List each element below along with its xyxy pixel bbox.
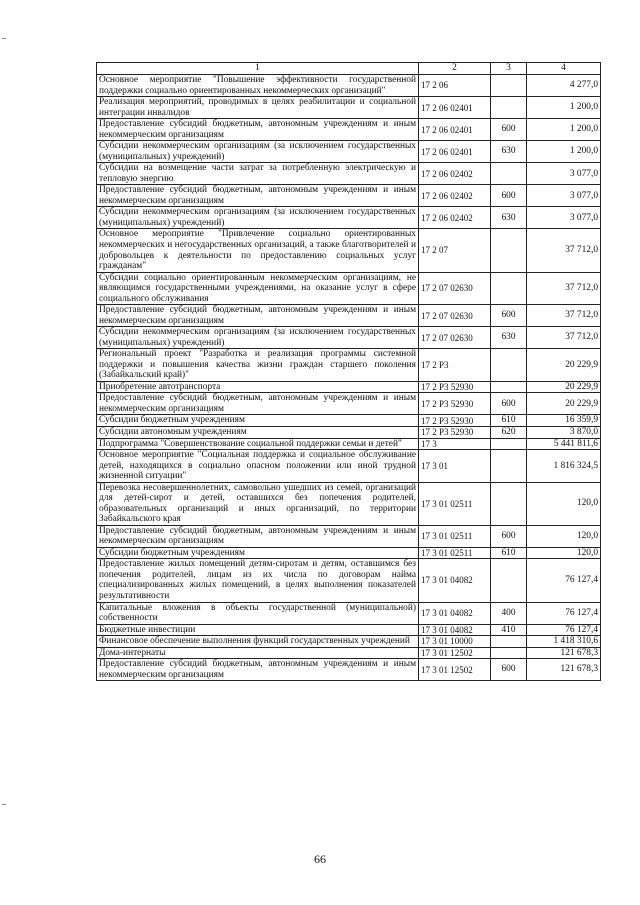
row-expense-type-cell: [491, 482, 527, 525]
scan-margin-mark: [2, 38, 6, 39]
table-row: [97, 119, 601, 141]
row-amount-cell: 1 200,0: [527, 141, 601, 163]
row-expense-type-cell: 620: [491, 427, 527, 439]
row-name-cell: Предоставление субсидий бюджетным, автономным учреждениям и иным некоммерческим организациям: [97, 525, 419, 547]
table-row: [97, 349, 601, 382]
table-row: [97, 559, 601, 602]
row-amount-cell: 3 077,0: [527, 207, 601, 229]
row-name-cell: Приобретение автотранспорта: [97, 381, 419, 393]
row-code-cell: 17 2 07 02630: [419, 272, 491, 305]
table-row: [97, 602, 601, 624]
row-amount-cell: 3 870,0: [527, 427, 601, 439]
row-expense-type-cell: 630: [491, 327, 527, 349]
row-amount-cell: 120,0: [527, 547, 601, 559]
row-name-cell: Субсидии бюджетным учреждениям: [97, 415, 419, 427]
row-amount-cell: 37 712,0: [527, 229, 601, 272]
row-expense-type-cell: [491, 559, 527, 602]
row-expense-type-cell: [491, 636, 527, 648]
row-name-cell: Субсидии некоммерческим организациям (за исключением государственных (муниципальных) учреждений): [97, 207, 419, 229]
row-expense-type-cell: 400: [491, 602, 527, 624]
row-amount-cell: 1 418 310,6: [527, 636, 601, 648]
header-col-1: 1: [97, 63, 419, 75]
row-expense-type-cell: 610: [491, 415, 527, 427]
row-amount-cell: 20 229,9: [527, 349, 601, 382]
header-col-3: 3: [491, 63, 527, 75]
row-code-cell: 17 2 P3 52930: [419, 393, 491, 415]
row-amount-cell: 37 712,0: [527, 327, 601, 349]
row-name-cell: Основное мероприятие "Повышение эффективности государственной поддержки социально ориентированных некоммерческих организаций": [97, 75, 419, 97]
table-row: [97, 381, 601, 393]
row-amount-cell: 16 359,9: [527, 415, 601, 427]
table-row: [97, 327, 601, 349]
row-amount-cell: 76 127,4: [527, 559, 601, 602]
row-code-cell: 17 3 01: [419, 450, 491, 483]
table-row: [97, 636, 601, 648]
row-expense-type-cell: 610: [491, 547, 527, 559]
row-name-cell: Субсидии на возмещение части затрат за потребленную электрическую и тепловую энергию: [97, 163, 419, 185]
row-name-cell: Предоставление субсидий бюджетным, автономным учреждениям и иным некоммерческим организациям: [97, 659, 419, 681]
table-row: [97, 229, 601, 272]
row-expense-type-cell: 600: [491, 305, 527, 327]
row-expense-type-cell: 600: [491, 393, 527, 415]
row-expense-type-cell: [491, 450, 527, 483]
table-header-row: [97, 63, 601, 75]
row-amount-cell: 37 712,0: [527, 272, 601, 305]
row-name-cell: Предоставление жилых помещений детям-сиротам и детям, оставшимся без попечения родителей, лицам из их числа по договорам найма специализированных жилых помещений, в целях выполнения показателей результативности: [97, 559, 419, 602]
row-amount-cell: 121 678,3: [527, 659, 601, 681]
table-row: [97, 272, 601, 305]
table-row: [97, 525, 601, 547]
table-row: [97, 97, 601, 119]
row-name-cell: Субсидии некоммерческим организациям (за исключением государственных (муниципальных) учреждений): [97, 327, 419, 349]
row-amount-cell: 120,0: [527, 482, 601, 525]
budget-table: [96, 62, 601, 681]
row-code-cell: 17 3 01 02511: [419, 482, 491, 525]
row-code-cell: 17 3 01 02511: [419, 547, 491, 559]
scan-margin-mark: [2, 804, 6, 805]
row-code-cell: 17 3 01 04082: [419, 559, 491, 602]
row-code-cell: 17 2 06 02401: [419, 119, 491, 141]
row-code-cell: 17 3 01 12502: [419, 659, 491, 681]
table-row: [97, 438, 601, 450]
row-amount-cell: 121 678,3: [527, 647, 601, 659]
header-col-4: 4: [527, 63, 601, 75]
row-amount-cell: 1 200,0: [527, 97, 601, 119]
row-code-cell: 17 2 P3 52930: [419, 415, 491, 427]
row-expense-type-cell: [491, 647, 527, 659]
row-amount-cell: 76 127,4: [527, 624, 601, 636]
row-expense-type-cell: [491, 163, 527, 185]
table-row: [97, 450, 601, 483]
row-name-cell: Субсидии автономным учреждениям: [97, 427, 419, 439]
table-row: [97, 305, 601, 327]
row-code-cell: 17 3 01 04082: [419, 624, 491, 636]
row-code-cell: 17 3 01 02511: [419, 525, 491, 547]
row-code-cell: 17 2 P3 52930: [419, 381, 491, 393]
table-row: [97, 624, 601, 636]
table-row: [97, 415, 601, 427]
row-expense-type-cell: 600: [491, 525, 527, 547]
row-code-cell: 17 2 06 02402: [419, 163, 491, 185]
row-amount-cell: 37 712,0: [527, 305, 601, 327]
row-amount-cell: 5 441 811,6: [527, 438, 601, 450]
row-code-cell: 17 2 06: [419, 75, 491, 97]
row-expense-type-cell: 410: [491, 624, 527, 636]
row-code-cell: 17 2 P3 52930: [419, 427, 491, 439]
row-code-cell: 17 3 01 10000: [419, 636, 491, 648]
row-name-cell: Предоставление субсидий бюджетным, автономным учреждениям и иным некоммерческим организациям: [97, 305, 419, 327]
row-name-cell: Бюджетные инвестиции: [97, 624, 419, 636]
row-code-cell: 17 2 07 02630: [419, 305, 491, 327]
row-code-cell: 17 2 07: [419, 229, 491, 272]
row-name-cell: Перевозка несовершеннолетних, самовольно ушедших из семей, организаций для детей-сирот и детей, оставшихся без попечения родителей, образовательных организаций и иных организаций, по территории Забайкальского края: [97, 482, 419, 525]
row-name-cell: Капитальные вложения в объекты государственной (муниципальной) собственности: [97, 602, 419, 624]
row-expense-type-cell: 600: [491, 119, 527, 141]
row-code-cell: 17 2 06 02401: [419, 97, 491, 119]
table-row: [97, 207, 601, 229]
row-name-cell: Предоставление субсидий бюджетным, автономным учреждениям и иным некоммерческим организациям: [97, 185, 419, 207]
row-code-cell: 17 2 06 02402: [419, 207, 491, 229]
row-code-cell: 17 3: [419, 438, 491, 450]
row-amount-cell: 4 277,0: [527, 75, 601, 97]
row-expense-type-cell: [491, 97, 527, 119]
table-row: [97, 163, 601, 185]
row-code-cell: 17 2 07 02630: [419, 327, 491, 349]
row-name-cell: Дома-интернаты: [97, 647, 419, 659]
row-expense-type-cell: [491, 75, 527, 97]
header-col-2: 2: [419, 63, 491, 75]
row-expense-type-cell: 630: [491, 141, 527, 163]
row-name-cell: Предоставление субсидий бюджетным, автономным учреждениям и иным некоммерческим организациям: [97, 119, 419, 141]
row-amount-cell: 120,0: [527, 525, 601, 547]
table-row: [97, 75, 601, 97]
row-expense-type-cell: [491, 272, 527, 305]
row-expense-type-cell: [491, 438, 527, 450]
row-name-cell: Основное мероприятие "Социальная поддержка и социальное обслуживание детей, находящихся в социально опасном положении или иной трудной жизненной ситуации": [97, 450, 419, 483]
table-row: [97, 393, 601, 415]
row-name-cell: Подпрограмма "Совершенствование социальной поддержки семьи и детей": [97, 438, 419, 450]
row-name-cell: Основное мероприятие "Привлечение социально ориентированных некоммерческих и негосударственных организаций, а также благотворителей и добровольцев к деятельности по предоставлению социальных услуг гражданам": [97, 229, 419, 272]
row-name-cell: Реализация мероприятий, проводимых в целях реабилитации и социальной интеграции инвалидов: [97, 97, 419, 119]
row-name-cell: Субсидии некоммерческим организациям (за исключением государственных (муниципальных) учреждений): [97, 141, 419, 163]
table-row: [97, 659, 601, 681]
row-amount-cell: 76 127,4: [527, 602, 601, 624]
row-amount-cell: 20 229,9: [527, 381, 601, 393]
table-row: [97, 547, 601, 559]
row-name-cell: Финансовое обеспечение выполнения функций государственных учреждений: [97, 636, 419, 648]
row-name-cell: Субсидии бюджетным учреждениям: [97, 547, 419, 559]
row-amount-cell: 20 229,9: [527, 393, 601, 415]
table-row: [97, 482, 601, 525]
table-row: [97, 647, 601, 659]
row-name-cell: Региональный проект "Разработка и реализация программы системной поддержки и повышения качества жизни граждан старшего поколения (Забайкальский край)": [97, 349, 419, 382]
row-expense-type-cell: 630: [491, 207, 527, 229]
table-row: [97, 185, 601, 207]
row-code-cell: 17 3 01 12502: [419, 647, 491, 659]
row-amount-cell: 3 077,0: [527, 163, 601, 185]
row-amount-cell: 1 816 324,5: [527, 450, 601, 483]
row-code-cell: 17 2 P3: [419, 349, 491, 382]
row-expense-type-cell: [491, 381, 527, 393]
row-amount-cell: 3 077,0: [527, 185, 601, 207]
row-name-cell: Субсидии социально ориентированным некоммерческим организациям, не являющимся государственными учреждениями, на оказание услуг в сфере социального обслуживания: [97, 272, 419, 305]
page-number: 66: [314, 852, 326, 866]
row-amount-cell: 1 200,0: [527, 119, 601, 141]
row-name-cell: Предоставление субсидий бюджетным, автономным учреждениям и иным некоммерческим организациям: [97, 393, 419, 415]
table-row: [97, 141, 601, 163]
row-code-cell: 17 2 06 02401: [419, 141, 491, 163]
row-code-cell: 17 3 01 04082: [419, 602, 491, 624]
row-expense-type-cell: 600: [491, 659, 527, 681]
row-code-cell: 17 2 06 02402: [419, 185, 491, 207]
table-row: [97, 427, 601, 439]
row-expense-type-cell: [491, 349, 527, 382]
row-expense-type-cell: 600: [491, 185, 527, 207]
row-expense-type-cell: [491, 229, 527, 272]
